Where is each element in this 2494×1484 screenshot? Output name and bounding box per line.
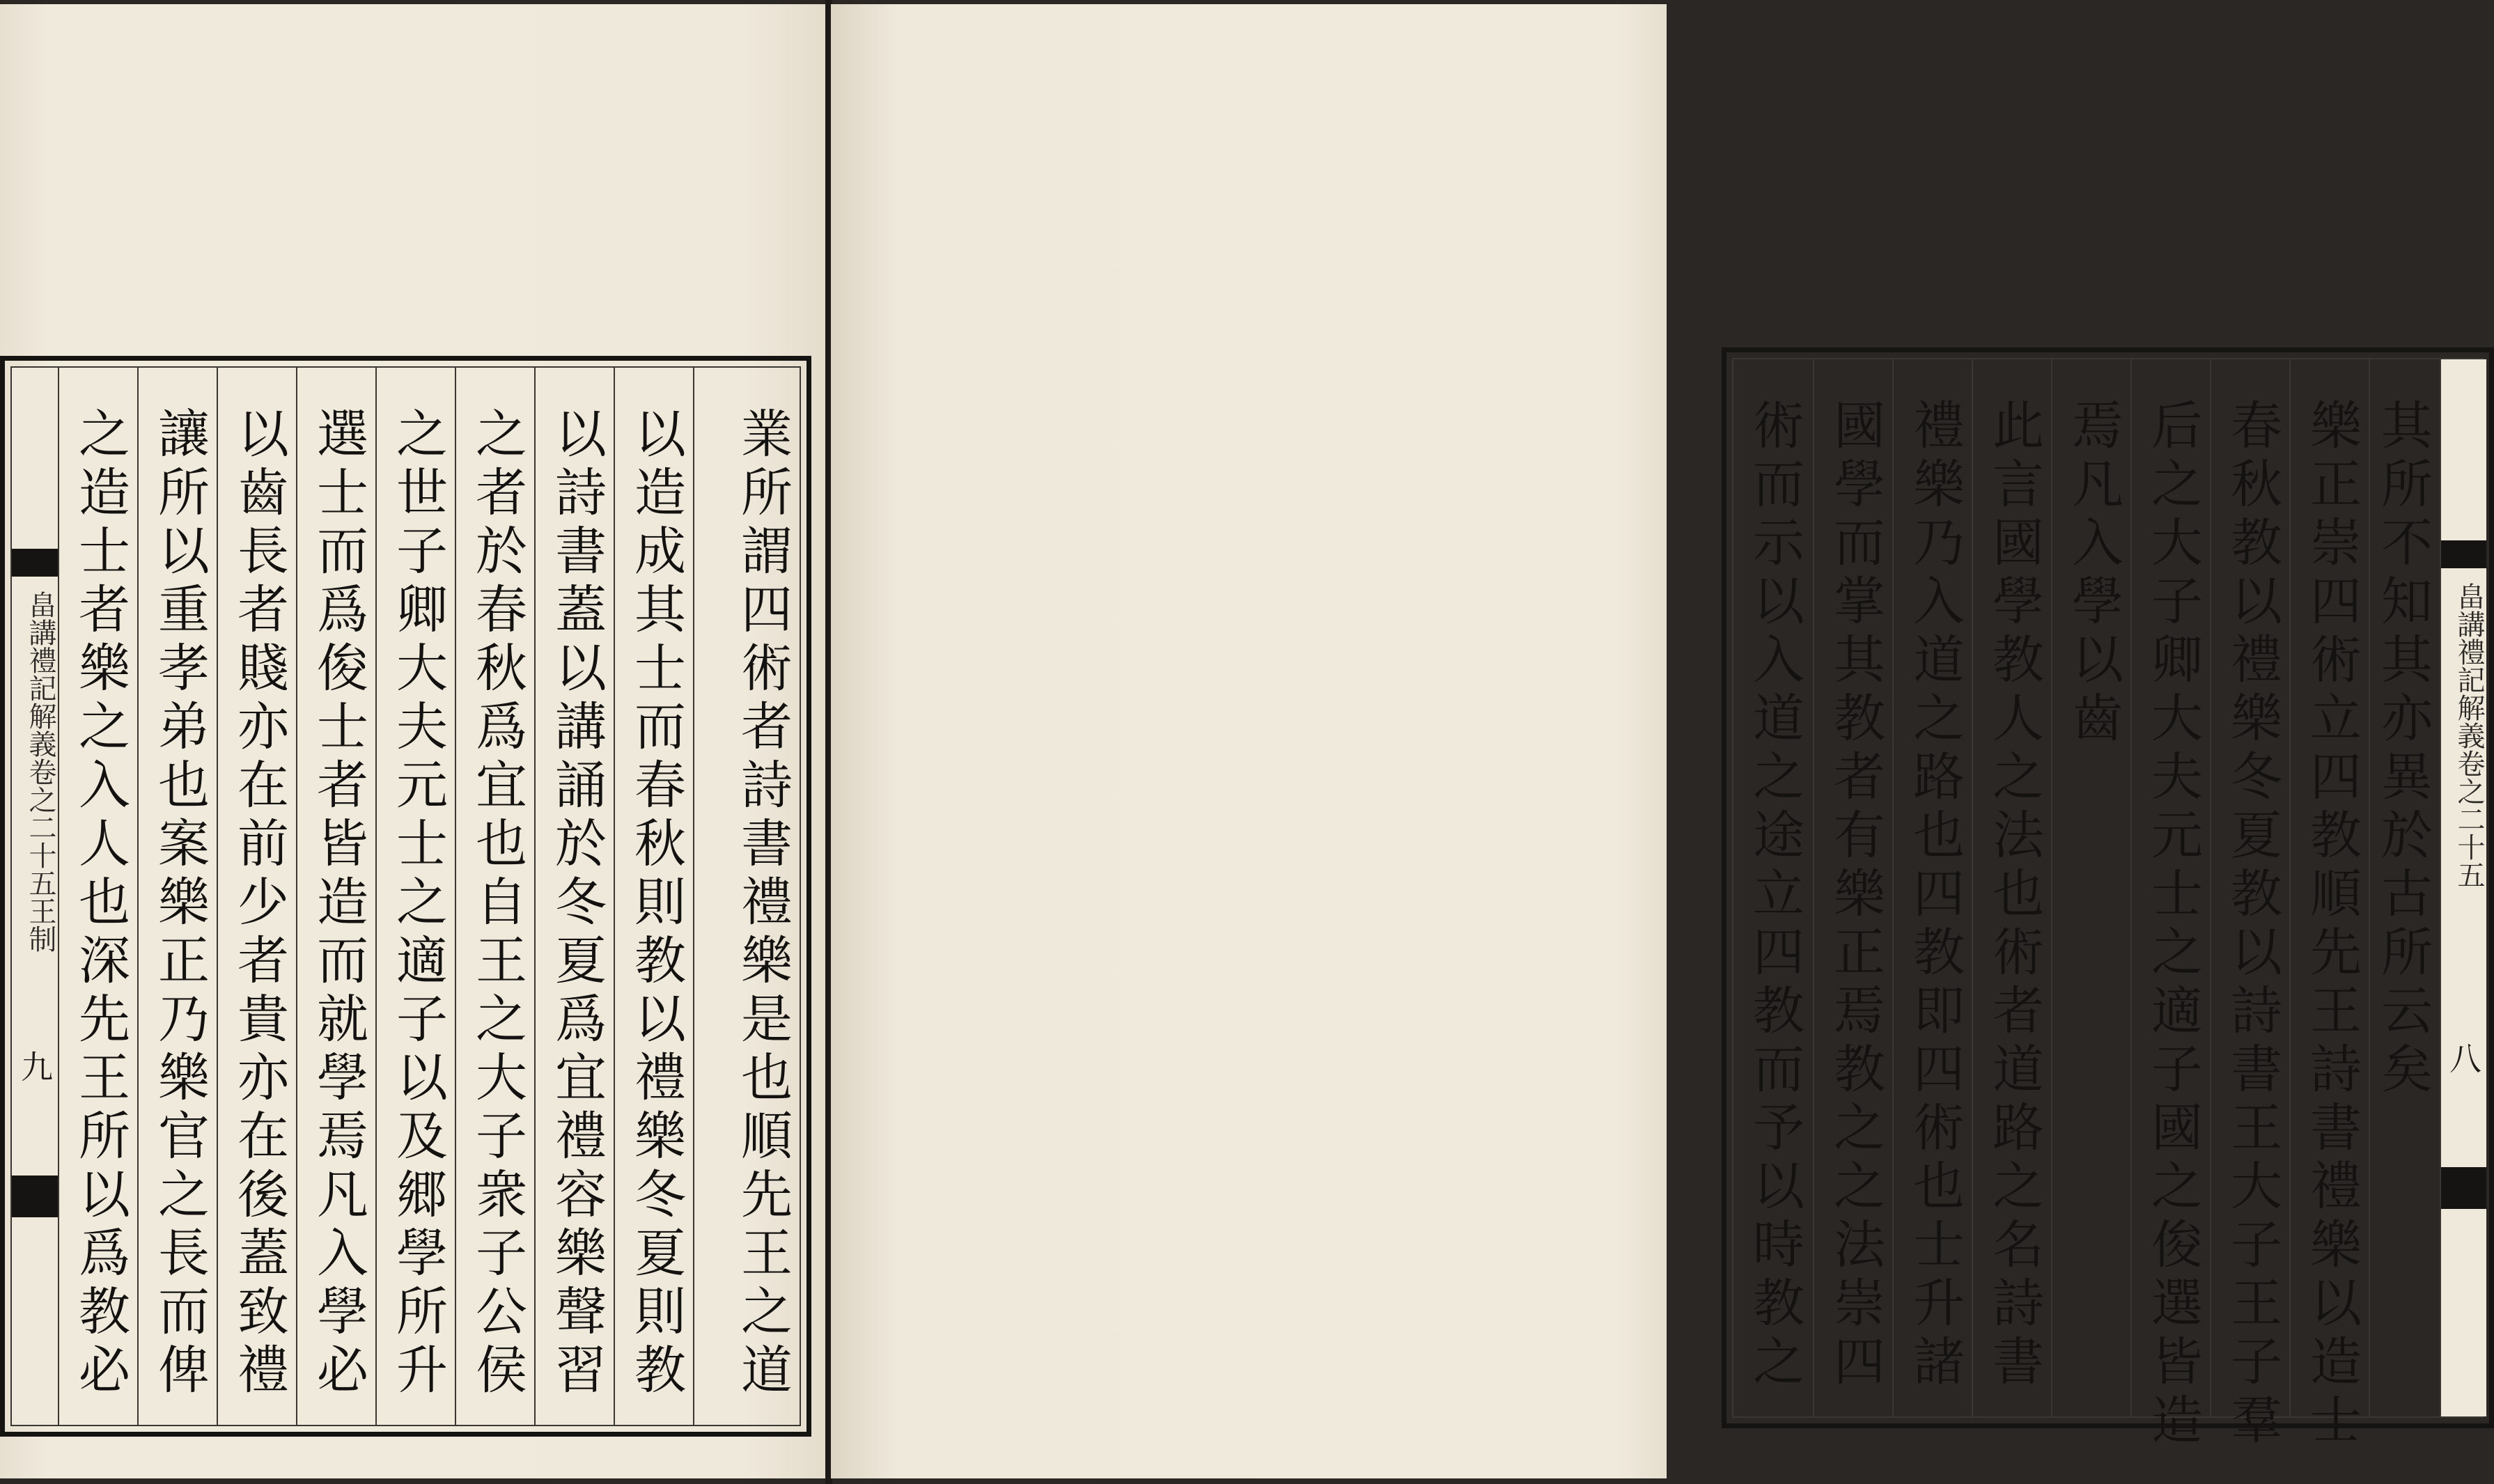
text-column: 禮樂乃入道之路也四教即四術也士升諸 [1892,359,1973,1416]
text-column: 術而示以入道之途立四教而予以時教之 [1745,398,1805,1393]
text-column: 之世子卿大夫元士之適子以及郷學所升 [375,368,456,1425]
text-column: 讓所以重孝弟也案樂正乃樂官之長而俾 [137,368,218,1425]
text-column: 春秋教以禮樂冬夏教以詩書王大子王子羣 [2210,359,2291,1416]
right-margin-title: 畠講禮記解義卷之二十五 [2453,582,2485,889]
right-text-frame [1722,347,2494,1451]
right-page [831,4,2485,1478]
text-column: 業所謂四術者詩書禮樂是也順先王之道 [693,368,801,1425]
left-margin-title: 畠講禮記解義卷之二十五王制 [24,591,56,953]
right-text-block [1732,358,2485,1451]
text-column: 以造成其士而春秋則教以禮樂冬夏則教 [614,368,694,1425]
right-page-margin-column [2440,359,2486,1416]
left-text-frame [0,356,811,1437]
text-column: 之者於春秋爲宜也自王之大子衆子公侯 [455,368,536,1425]
text-column: 以齒長者賤亦在前少者貴亦在後蓋致禮 [217,368,297,1425]
text-column: 此言國學教人之法也術者道路之名詩書 [1972,359,2052,1416]
right-folio: 八 [2445,1042,2482,1074]
left-page-margin-column [12,368,58,1425]
text-column: 之造士者樂之入人也深先王所以爲教必 [58,368,139,1425]
text-column: 選士而爲俊士者皆造而就學焉凡入學必 [296,368,377,1425]
text-column: 其所不知其亦異於古所云矣 [2369,359,2441,1416]
left-page [0,4,827,1478]
text-column: 后之大子卿大夫元士之適子國之俊選皆造 [2130,359,2211,1416]
text-column: 焉凡入學以齒 [2051,359,2132,1416]
text-column: 樂正崇四術立四教順先王詩書禮樂以造士 [2289,359,2370,1416]
left-text-block [10,366,801,1426]
text-column: 以詩書蓋以講誦於冬夏爲宜禮容樂聲習 [534,368,615,1425]
left-folio: 九 [16,1050,54,1082]
text-column: 國學而掌其教者有樂正焉教之之法崇四 [1813,359,1894,1416]
